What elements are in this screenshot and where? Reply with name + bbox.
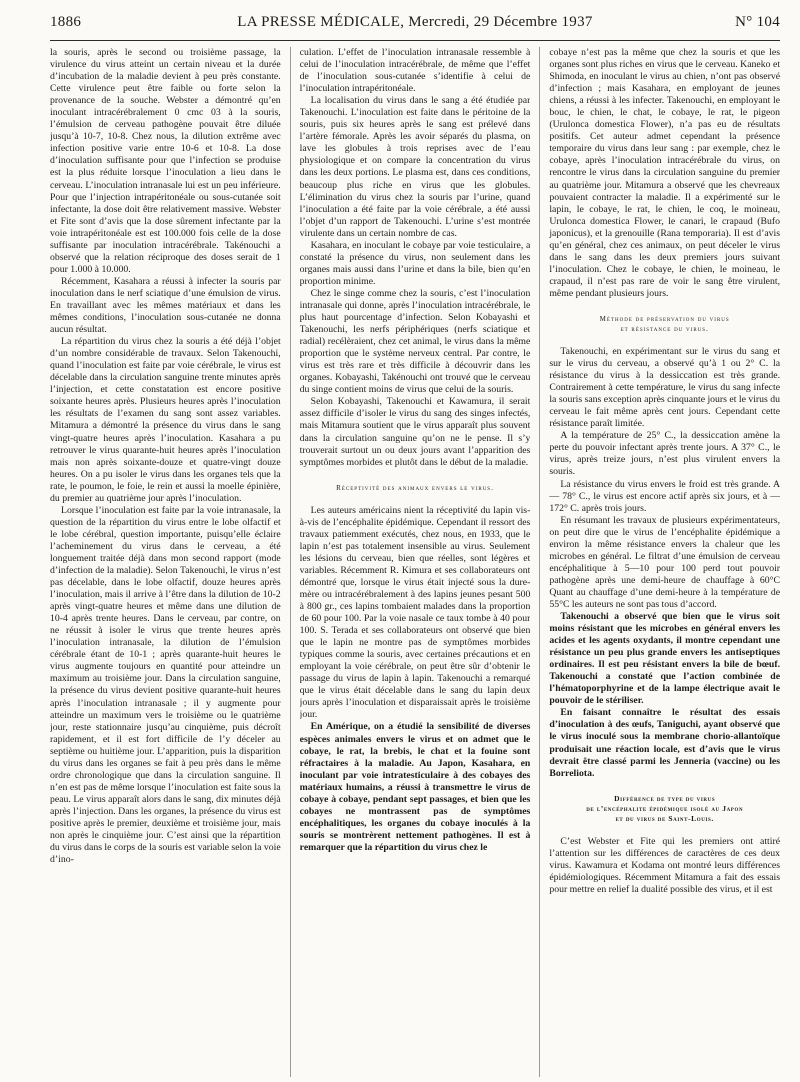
paragraph: La répartition du virus chez la souris a été déjà l’objet d’un nombre considérable de travaux. Selon Takenouchi, quand l’inoculation est faite par voie cérébrale, le virus est décelable dans la circulation sanguine trente minutes après l’injection, et cette constatation est encore positive soixante heures après. Plusieurs heures après l’inoculation les résultats de l’examen du sang sont assez variables. Mitamura a démontré la présence du virus dans le sang vingt-quatre heures après l’inoculation. Kasahara a pu retrouver le virus quarante-huit heures après l’inoculation mais non après soixante-douze et quatre-vingt douze heures. On a pu isoler le virus dans les organes tels que la rate, le poumon, le foie, le rein et aussi la moelle épinière, du premier au quatrième jour après l’inoculation. <box>50 336 281 504</box>
section-heading: Réceptivité des animaux envers le virus. <box>336 483 494 492</box>
paragraph: Selon Kobayashi, Takenouchi et Kawamura, il serait assez difficile d’isoler le virus du sang des singes infectés, mais Mitamura soutient que le virus apparaît plus souvent dans la circulation sanguine qu’on ne le pense. Il s’y trouverait surtout un ou deux jours avant l’apparition des symptômes morbides et plutôt dans le début de la maladie. <box>299 396 531 468</box>
page-number: 1886 <box>50 14 82 30</box>
column-divider <box>539 47 540 1077</box>
section-heading-line: de l’encéphalite épidémique isolé au Japon <box>586 803 744 813</box>
paragraph: A la température de 25° C., la dessiccation amène la perte du pouvoir infectant après trente jours. A 37° C., le virus, après treize jours, n’est plus virulent envers la souris. <box>549 430 781 478</box>
paragraph: En résumant les travaux de plusieurs expérimentateurs, on peut dire que le virus de l’encéphalite épidémique a environ la même résistance envers la chaleur que les microbes en général. Le filtrat d’une émulsion de cerveau encéphalitique à 5—10 pour 100 perd tout pouvoir pathogène après une demi-heure de chauffage à 60°C Quant au chauffage d’une demi-heure à la température de 55°C les auteurs ne sont pas tous d’accord. <box>549 514 781 610</box>
paragraph: C’est Webster et Fite qui les premiers ont attiré l’attention sur les différences de caractères de ces deux virus. Kawamura et Kodama ont montré leurs différences épidémiologiques. Récemment Mitamura a fait des essais pour mettre en relief la dualité possible des virus, et il est <box>549 835 781 895</box>
paragraph: cobaye n’est pas la même que chez la souris et que les organes sont plus riches en virus que le cerveau. Kaneko et Shimoda, en inoculant le virus au chien, n’ont pas observé d’infection ; mais Kasahara, en employant de jeunes chiens, a réussi à les infecter. Takenouchi, en employant le bouc, le chien, le chat, le cobaye, le rat, le pigeon (Urulonca domestica Flower), n’a pas eu de résultats positifs. Cet auteur admet cependant la présence temporaire du virus dans leur sang : par exemple, chez le cobaye, après l’inoculation intracérébrale du virus, on rencontre le virus dans la circulation sanguine du premier au quatrième jour. Mitamura a observé que les chevreaux pouvaient contracter la maladie. Il a expérimenté sur le lapin, le cobaye, le rat, le chien, le coq, le moineau, Urulonca domestica Flower, le canari, le crapaud (Bufo japonicus), et la grenouille (Rana temporaria). Il est d’avis qu’en général, chez ces animaux, on peut déceler le virus dans le sang dans les deux premiers jours suivant l’inoculation. Chez le cobaye, le chien, le moineau, le crapaud, il n’est pas rare de voir le sang être virulent, même pendant plusieurs jours. <box>549 47 781 299</box>
section-heading-line: Différence de type du virus <box>614 793 716 803</box>
section-heading-line: et du virus de Saint-Louis. <box>615 813 714 823</box>
paragraph: Takenouchi, en expérimentant sur le virus du sang et sur le virus du cerveau, a observé qu’à 1 ou 2° C. la résistance du virus à la dessiccation est très grande. Contrairement à cette température, le virus du sang infecte la souris sans exception après cinquante jours et le virus du cerveau le fait même après cent jours. Cependant cette résistance paraît limitée. <box>549 345 781 430</box>
section-heading-line: et résistance du virus. <box>620 324 709 333</box>
paragraph: Les auteurs américains nient la réceptivité du lapin vis-à-vis de l’encéphalite épidémique. Cependant il ressort des travaux patiemment exécutés, chez nous, en 1933, que le lapin n’est pas totalement insensible au virus. Seulement les lésions du cerveau, bien que réelles, sont légères et variables. Récemment R. Kimura et ses collaborateurs ont démontré que, lorsque le virus était injecté sous la dure-mère ou intracérébralement à des lapins jeunes pesant 500 à 800 gr., ces lapins tombaient malades dans la proportion de 60 pour 100. Par la voie nasale ce taux tombe à 40 pour 100. S. Terada et ses collaborateurs ont observé que bien que le lapin ne montre pas de symptômes morbides typiques comme la souris, avec certaines précautions et en employant la voie cérébrale, on peut être sûr d’obtenir le passage du virus de lapin à lapin. Takenouchi a remarqué que le virus était décelable dans le sang du lapin deux jours après l’inoculation et disparaissait après le troisième jour. <box>299 504 531 721</box>
paragraph: En Amérique, on a étudié la sensibilité de diverses espèces animales envers le virus et on admet que le cobaye, le rat, la brebis, le chat et la fouine sont réfractaires à la maladie. Au Japon, Kasahara, en inoculant par voie intratesticulaire à des cobayes des matériaux humains, a réussi à transmettre le virus de cobaye à cobaye, pendant sept passages, et bien que les cobayes ne montrassent pas de symptômes encéphalitiques, les organes du cobaye inoculés à la souris se montrèrent nettement pathogènes. Il est à remarquer que la répartition du virus chez le <box>299 721 531 853</box>
paragraph: Récemment, Kasahara a réussi à infecter la souris par inoculation dans le nerf sciatique d’une émulsion de virus. En travaillant avec les mêmes matériaux et dans les mêmes conditions, l’inoculation sous-cutanée ne donna aucun résultat. <box>50 275 281 336</box>
page-header <box>50 14 780 36</box>
paragraph: la souris, après le second ou troisième passage, la virulence du virus atteint un certain niveau et la durée d’incubation de la maladie devient à peu près constante. Cette virulence peut être faible ou forte selon la provenance de la souche. Webster a démontré qu’en inoculant intracérébralement 0 cmc 03 à la souris, l’émulsion de cerveau pathogène pouvait être diluée jusqu’à 10-7, 10-8. Chez nous, la dilution extrême avec infection positive varie entre 10-6 et 10-8. La dose d’inoculation suffisante pour que l’infection se produise est la plus réduite lorsque l’inoculation a lieu dans le cerveau. L’inoculation intranasale lui est un peu inférieure. Pour que l’injection intrapéritonéale ou sous-cutanée soit infectante, la dose doit être relativement massive. Webster et Fite sont d’avis que la dose sûrement infectante par la voie intrapéritonéale est est 100.000 fois celle de la dose suffisante par inoculation intracérébrale. Takénouchi a observé que la relation réciproque des doses serait de 1 pour 1.000 à 10.000. <box>50 47 281 275</box>
column-1 <box>50 47 281 1077</box>
issue-number: N° 104 <box>735 14 780 30</box>
paragraph: La résistance du virus envers le froid est très grande. A — 78° C., le virus est encore actif après six jours, et à — 172° C. après trois jours. <box>549 478 781 514</box>
section-heading <box>549 794 780 824</box>
column-2 <box>300 47 531 1077</box>
paragraph: Kasahara, en inoculant le cobaye par voie testiculaire, a constaté la présence du virus, non seulement dans les organes mais aussi dans l’urine et dans la bile, bien qu’en proportion minime. <box>299 239 531 287</box>
paragraph: culation. L’effet de l’inoculation intranasale ressemble à celui de l’inoculation intracérébrale, de même que l’effet de l’inoculation sous-cutanée s’identifie à celui de l’inoculation intrapéritonéale. <box>299 47 531 95</box>
paragraph: Takenouchi a observé que bien que le virus soit moins résistant que les microbes en général envers les acides et les agents oxydants, il montre cependant une résistance un peu plus grande envers les antiseptiques ordinaires. Il est peu résistant envers la bile de bœuf. Takenouchi a constaté que l’action combinée de l’hématoporphyrine et de la lampe électrique avait le pouvoir de le stériliser. <box>549 611 781 707</box>
paragraph: Chez le singe comme chez la souris, c’est l’inoculation intranasale qui donne, après l’inoculation intracérébrale, le plus haut pourcentage d’infection. Selon Kobayashi et Takenouchi, les nerfs périphériques (nerfs sciatique et radial) recélèraient, chez cet animal, le virus dans la même proportion que le système nerveux central. Par contre, le virus est très rare et très difficile à découvrir dans les organes. Kobayashi, Takénouchi ont trouvé que le cerveau du singe contient moins de virus que celui de la souris. <box>299 287 531 396</box>
article-columns <box>50 47 780 1077</box>
section-heading <box>549 314 780 334</box>
paragraph: Lorsque l’inoculation est faite par la voie intranasale, la question de la répartition du virus entre le lobe olfactif et le lobe cérébral, question importante, puisqu’elle éclaire l’acheminement du virus dans le cerveau, a été longuement traitée déjà dans mon second rapport (mode d’infection de la maladie). Selon Takenouchi, le virus n’est pas décelable, dans le lobe olfactif, douze heures après l’inoculation, mais il arrive à l’être dans la dilution de 10-2 après vingt-quatre heures et même dans une dilution de 10-4 après trente heures. Dans le cerveau, par contre, on ne réussit à isoler le virus que trente heures après l’inoculation intranasale, la dilution de l’émulsion cérébrale étant de 10-1 ; après quarante-huit heures le virus augmente toujours en quantité pour atteindre un maximum au troisième jour. Dans la circulation sanguine, la présence du virus devient positive quarante-huit heures après l’inoculation intranasale ; il y augmente pour atteindre un maximum vers le troisième ou le quatrième jour, reste stationnaire jusqu’au cinquième, puis décroît rapidement, et il est fort difficile de l’y déceler au septième ou huitième jour. L’apparition, puis la disparition du virus dans les organes se fait à peu près dans le même ordre chronologique que dans la circulation sanguine. Il n’en est pas de même lorsque l’inoculation est faite sous la peau. Le virus apparaît alors dans le sang, dix minutes déjà après l’injection. Dans les organes, la présence du virus est positive après le premier, deuxième et troisième jour, mais non après le cinquième jour. C’est ainsi que la répartition du virus dans le corps de la souris est variable selon la voie d’ino- <box>50 504 281 866</box>
section-heading-line: Méthode de préservation du virus <box>599 314 730 323</box>
column-3 <box>549 47 780 1077</box>
paragraph: La localisation du virus dans le sang a été étudiée par Takenouchi. L’inoculation est faite dans le péritoine de la souris, puis six heures après le sang est prélevé dans l’artère fémorale. Après les avoir séparés du plasma, on lave les globules à trois reprises avec de l’eau physiologique et on compare la concentration du virus dans les deux portions. Le plasma est, dans ces conditions, beaucoup plus riche en virus que les globules. L’élimination du virus chez la souris par l’urine, quand l’inoculation a été faite par la voie cérébrale, a été aussi l’objet d’un rapport de Takenouchi. L’urine s’est montrée virulente dans un certain nombre de cas. <box>299 95 531 239</box>
column-divider <box>290 47 291 1077</box>
journal-title: LA PRESSE MÉDICALE, Mercredi, 29 Décembre 1937 <box>237 14 593 30</box>
paragraph: En faisant connaître le résultat des essais d’inoculation à des œufs, Taniguchi, ayant observé que le virus inoculé sous la membrane chorio-allantoïque produisait une réaction locale, est d’avis que le virus devrait être classé parmi les Jenneria (vaccine) ou les Borreliota. <box>549 707 781 779</box>
header-rule <box>50 40 780 41</box>
